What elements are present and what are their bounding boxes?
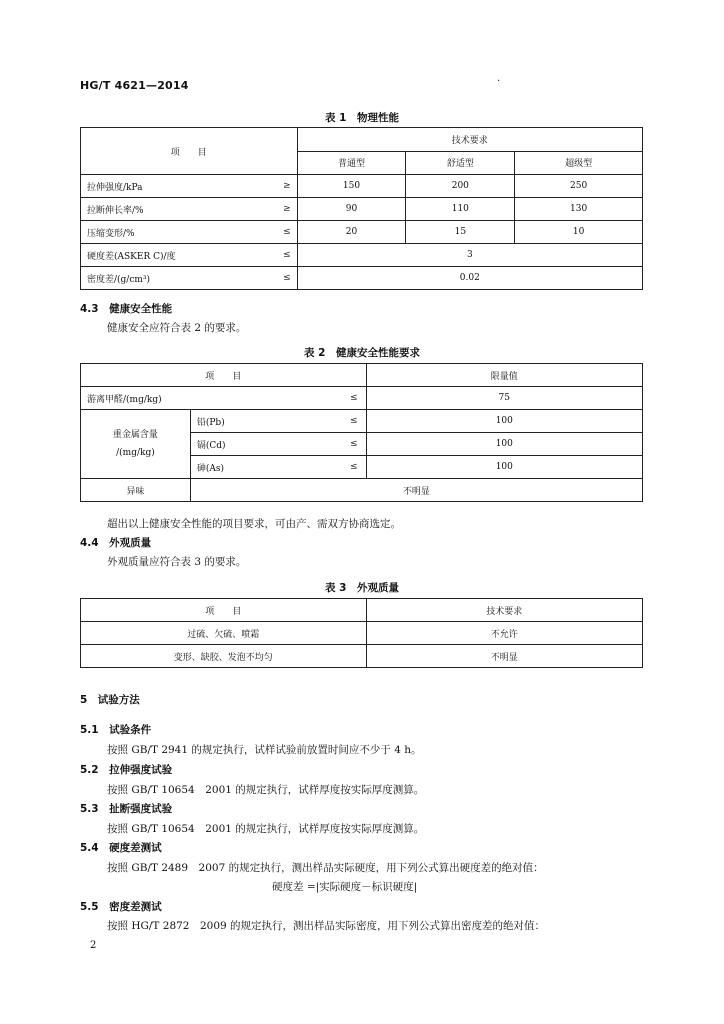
page-number: 2 xyxy=(90,940,97,951)
table3-item: 过硫、欠硫、喷霜 xyxy=(81,622,367,645)
table1-sym: ≤ xyxy=(232,221,297,244)
table1-col-header: 普通型 xyxy=(297,151,406,175)
table1-value: 10 xyxy=(515,221,643,244)
table3-item: 变形、缺胶、发泡不均匀 xyxy=(81,645,367,668)
table1-col-header: 超级型 xyxy=(515,151,643,175)
table-row xyxy=(81,198,643,221)
table1-value: 90 xyxy=(297,198,406,221)
table1-sym: ≥ xyxy=(232,198,297,221)
section-text-4-3: 健康安全应符合表 2 的要求。 xyxy=(107,322,247,334)
table2-caption: 表 2 健康安全性能要求 xyxy=(304,347,420,359)
table2-sym: ≤ xyxy=(342,433,366,456)
table2-sym: ≤ xyxy=(342,410,366,433)
section-heading-5: 5 试验方法 xyxy=(80,694,140,706)
table1-item: 拉伸强度/kPa xyxy=(81,175,233,198)
table1-col-header: 舒适型 xyxy=(406,151,515,175)
section-text-5-4: 按照 GB/T 2489 2007 的规定执行，测出样品实际硬度，用下列公式算出硬度差的绝对值： xyxy=(107,862,544,874)
table-row xyxy=(81,267,643,290)
table2-heavy-metal-label-line1: 重金属含量 xyxy=(112,430,158,440)
table2-item: 铅(Pb) xyxy=(190,410,342,433)
table1-value: 0.02 xyxy=(297,267,642,290)
table3-tech-header: 技术要求 xyxy=(366,599,643,622)
table2-heavy-metal-label xyxy=(81,410,191,479)
table1-item: 压缩变形/% xyxy=(81,221,233,244)
table2-item: 游离甲醛/(mg/kg) xyxy=(81,387,343,410)
header-mark: · xyxy=(497,76,501,87)
table1-tech-header: 技术要求 xyxy=(297,128,642,152)
table1-value: 15 xyxy=(406,221,515,244)
section-text-5-3: 按照 GB/T 10654 2001 的规定执行，试样厚度按实际厚度测算。 xyxy=(107,823,425,835)
section-heading-5-4: 5.4 硬度差测试 xyxy=(80,842,162,854)
table2-item: 砷(As) xyxy=(190,456,342,479)
table2-value: 100 xyxy=(366,456,642,479)
table2-value: 不明显 xyxy=(190,479,642,502)
table-row xyxy=(81,221,643,244)
section-text-4-4: 外观质量应符合表 3 的要求。 xyxy=(107,556,247,568)
table3-value: 不明显 xyxy=(366,645,643,668)
table3-item-header: 项 目 xyxy=(81,599,367,622)
table1-value: 130 xyxy=(515,198,643,221)
table1-item: 密度差/(g/cm³) xyxy=(81,267,233,290)
table2-value: 100 xyxy=(366,433,642,456)
table1-item-header: 项 目 xyxy=(81,128,298,175)
table3-value: 不允许 xyxy=(366,622,643,645)
table1-sym: ≥ xyxy=(232,175,297,198)
note-after-table2: 超出以上健康安全性能的项目要求，可由产、需双方协商选定。 xyxy=(107,518,401,530)
table2-item: 异味 xyxy=(81,479,191,502)
table-row xyxy=(81,244,643,267)
table3 xyxy=(80,598,643,668)
section-heading-4-3: 4.3 健康安全性能 xyxy=(80,303,173,315)
table-row xyxy=(81,410,643,433)
table1 xyxy=(80,127,643,290)
section-heading-5-5: 5.5 密度差测试 xyxy=(80,901,162,913)
table1-sym: ≤ xyxy=(232,267,297,290)
table2-value: 75 xyxy=(366,387,642,410)
section-text-5-5: 按照 HG/T 2872 2009 的规定执行，测出样品实际密度，用下列公式算出密度差的绝对值： xyxy=(107,920,546,932)
table1-item: 拉断伸长率/% xyxy=(81,198,233,221)
table2-value: 100 xyxy=(366,410,642,433)
table1-item: 硬度差(ASKER C)/度 xyxy=(81,244,233,267)
table2-limit-header: 限量值 xyxy=(366,364,642,387)
section-text-5-2: 按照 GB/T 10654 2001 的规定执行，试样厚度按实际厚度测算。 xyxy=(107,784,425,796)
section-heading-4-4: 4.4 外观质量 xyxy=(80,537,152,549)
table2-item: 镉(Cd) xyxy=(190,433,342,456)
table1-value: 200 xyxy=(406,175,515,198)
table-row xyxy=(81,622,643,645)
table2 xyxy=(80,363,643,502)
table-row xyxy=(81,387,643,410)
table2-sym: ≤ xyxy=(342,456,366,479)
standard-number: HG/T 4621—2014 xyxy=(80,79,189,92)
table1-value: 110 xyxy=(406,198,515,221)
table-row xyxy=(81,175,643,198)
table2-sym: ≤ xyxy=(342,387,366,410)
table2-heavy-metal-label-line2: /(mg/kg) xyxy=(116,448,155,458)
table-row xyxy=(81,645,643,668)
section-text-5-1: 按照 GB/T 2941 的规定执行，试样试验前放置时间应不少于 4 h。 xyxy=(107,744,422,756)
table2-item-header: 项 目 xyxy=(81,364,367,387)
table1-value: 250 xyxy=(515,175,643,198)
table1-caption: 表 1 物理性能 xyxy=(325,112,399,124)
section-heading-5-1: 5.1 试验条件 xyxy=(80,724,152,736)
table3-caption: 表 3 外观质量 xyxy=(325,582,399,594)
table1-sym: ≤ xyxy=(232,244,297,267)
section-heading-5-3: 5.3 扯断强度试验 xyxy=(80,803,173,815)
section-heading-5-2: 5.2 拉伸强度试验 xyxy=(80,764,173,776)
table-row xyxy=(81,479,643,502)
hardness-formula: 硬度差 =|实际硬度－标识硬度| xyxy=(272,881,418,893)
table1-value: 20 xyxy=(297,221,406,244)
table1-value: 3 xyxy=(297,244,642,267)
table1-value: 150 xyxy=(297,175,406,198)
